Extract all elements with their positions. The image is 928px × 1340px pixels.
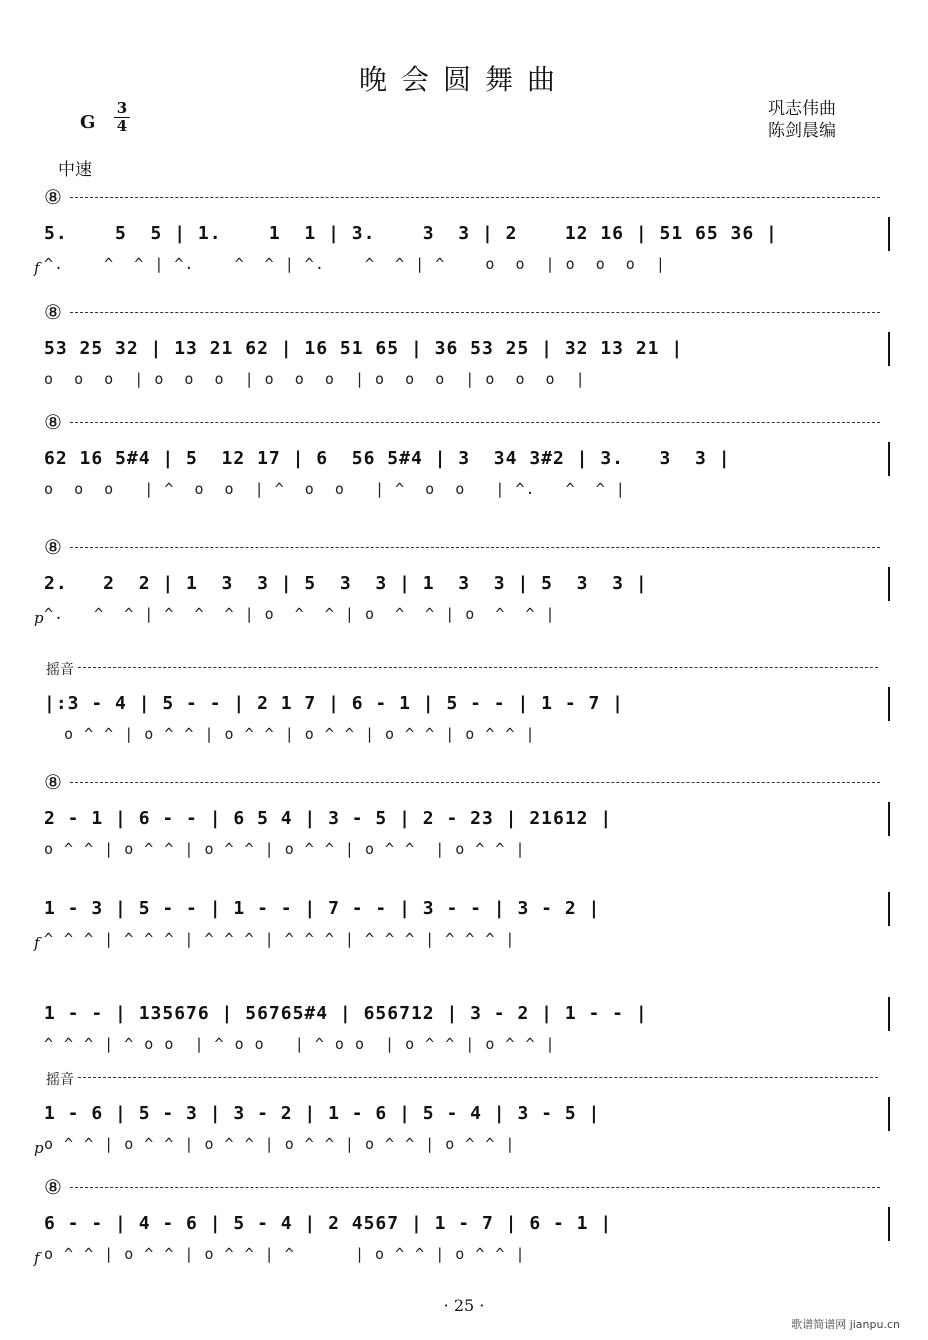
octave-line — [70, 547, 880, 548]
dynamic-marking: f — [34, 259, 40, 277]
notes-line: 1 - 3 | 5 - - | 1 - - | 7 - - | 3 - - | 3 - 2 | — [44, 898, 601, 919]
score-system — [0, 655, 928, 765]
score-system — [0, 410, 928, 520]
end-barline — [888, 442, 890, 476]
notes-line: 5. 5 5 | 1. 1 1 | 3. 3 3 | 2 12 16 | 51 65 36 | — [44, 223, 778, 244]
octave-line — [70, 312, 880, 313]
notes-line: 6 - - | 4 - 6 | 5 - 4 | 2 4567 | 1 - 7 | 6 - 1 | — [44, 1213, 613, 1234]
octave-line — [70, 197, 880, 198]
end-barline — [888, 687, 890, 721]
score-system — [0, 1175, 928, 1285]
end-barline — [888, 997, 890, 1031]
end-barline — [888, 1097, 890, 1131]
bowing-marks-line: ^. ^ ^ | ^. ^ ^ | ^. ^ ^ | ^ o o | o o o | — [44, 255, 666, 273]
end-barline — [888, 892, 890, 926]
score-system — [0, 1065, 928, 1175]
tempo-marking: 中速 — [58, 160, 92, 180]
dynamic-marking: f — [34, 934, 40, 952]
bowing-marks-line: ^. ^ ^ | ^ ^ ^ | o ^ ^ | o ^ ^ | o ^ ^ | — [44, 605, 556, 623]
end-barline — [888, 567, 890, 601]
bowing-marks-line: ^ ^ ^ | ^ ^ ^ | ^ ^ ^ | ^ ^ ^ | ^ ^ ^ | ^ ^ ^ | — [44, 930, 516, 948]
time-signature — [112, 100, 132, 135]
score-system — [0, 965, 928, 1075]
page-number: · 25 · — [443, 1296, 485, 1315]
time-sig-bottom: 4 — [116, 117, 128, 135]
end-barline — [888, 802, 890, 836]
composer-credit: 巩志伟曲 — [768, 99, 836, 119]
time-sig-top: 3 — [116, 99, 128, 117]
bowing-marks-line: o o o | ^ o o | ^ o o | ^ o o | ^. ^ ^ | — [44, 480, 626, 498]
tremolo-line — [78, 1077, 878, 1078]
bowing-marks-line: o ^ ^ | o ^ ^ | o ^ ^ | o ^ ^ | o ^ ^ | o ^ ^ | — [44, 725, 536, 743]
bowing-marks-line: o ^ ^ | o ^ ^ | o ^ ^ | o ^ ^ | o ^ ^ | o ^ ^ | — [44, 1135, 516, 1153]
score-system — [0, 535, 928, 645]
watermark: 歌谱简谱网 jianpu.cn — [791, 1318, 900, 1331]
end-barline — [888, 1207, 890, 1241]
end-barline — [888, 217, 890, 251]
notes-line: 2 - 1 | 6 - - | 6 5 4 | 3 - 5 | 2 - 23 | 21612 | — [44, 808, 613, 829]
octave-mark: ⑧ — [44, 1175, 62, 1199]
octave-line — [70, 782, 880, 783]
bowing-marks-line: o ^ ^ | o ^ ^ | o ^ ^ | o ^ ^ | o ^ ^ | o ^ ^ | — [44, 840, 526, 858]
bowing-marks-line: ^ ^ ^ | ^ o o | ^ o o | ^ o o | o ^ ^ | o ^ ^ | — [44, 1035, 556, 1053]
end-barline — [888, 332, 890, 366]
dynamic-marking: p — [34, 1139, 44, 1157]
bowing-marks-line: o o o | o o o | o o o | o o o | o o o | — [44, 370, 586, 388]
arranger-credit: 陈剑晨编 — [768, 121, 836, 141]
dynamic-marking: f — [34, 1249, 40, 1267]
credits — [768, 98, 836, 142]
octave-mark: ⑧ — [44, 770, 62, 794]
notes-line: 1 - 6 | 5 - 3 | 3 - 2 | 1 - 6 | 5 - 4 | 3 - 5 | — [44, 1103, 601, 1124]
notes-line: 2. 2 2 | 1 3 3 | 5 3 3 | 1 3 3 | 5 3 3 | — [44, 573, 648, 594]
bowing-marks-line: o ^ ^ | o ^ ^ | o ^ ^ | ^ | o ^ ^ | o ^ ^ | — [44, 1245, 526, 1263]
tremolo-label: 摇音 — [46, 1072, 74, 1088]
octave-line — [70, 422, 880, 423]
score-system — [0, 300, 928, 410]
score-title: 晚会圆舞曲 — [358, 63, 569, 96]
notes-line: 53 25 32 | 13 21 62 | 16 51 65 | 36 53 25 | 32 13 21 | — [44, 338, 684, 359]
notes-line: 1 - - | 135676 | 56765#4 | 656712 | 3 - 2 | 1 - - | — [44, 1003, 648, 1024]
score-system — [0, 860, 928, 970]
notes-line: |:3 - 4 | 5 - - | 2 1 7 | 6 - 1 | 5 - - | 1 - 7 | — [44, 693, 625, 714]
dynamic-marking: p — [34, 609, 44, 627]
tremolo-label: 摇音 — [46, 662, 74, 678]
tremolo-line — [78, 667, 878, 668]
octave-line — [70, 1187, 880, 1188]
notes-line: 62 16 5#4 | 5 12 17 | 6 56 5#4 | 3 34 3#2 | 3. 3 3 | — [44, 448, 731, 469]
octave-mark: ⑧ — [44, 185, 62, 209]
key-signature: G — [80, 112, 96, 133]
octave-mark: ⑧ — [44, 410, 62, 434]
octave-mark: ⑧ — [44, 300, 62, 324]
octave-mark: ⑧ — [44, 535, 62, 559]
score-system — [0, 185, 928, 295]
